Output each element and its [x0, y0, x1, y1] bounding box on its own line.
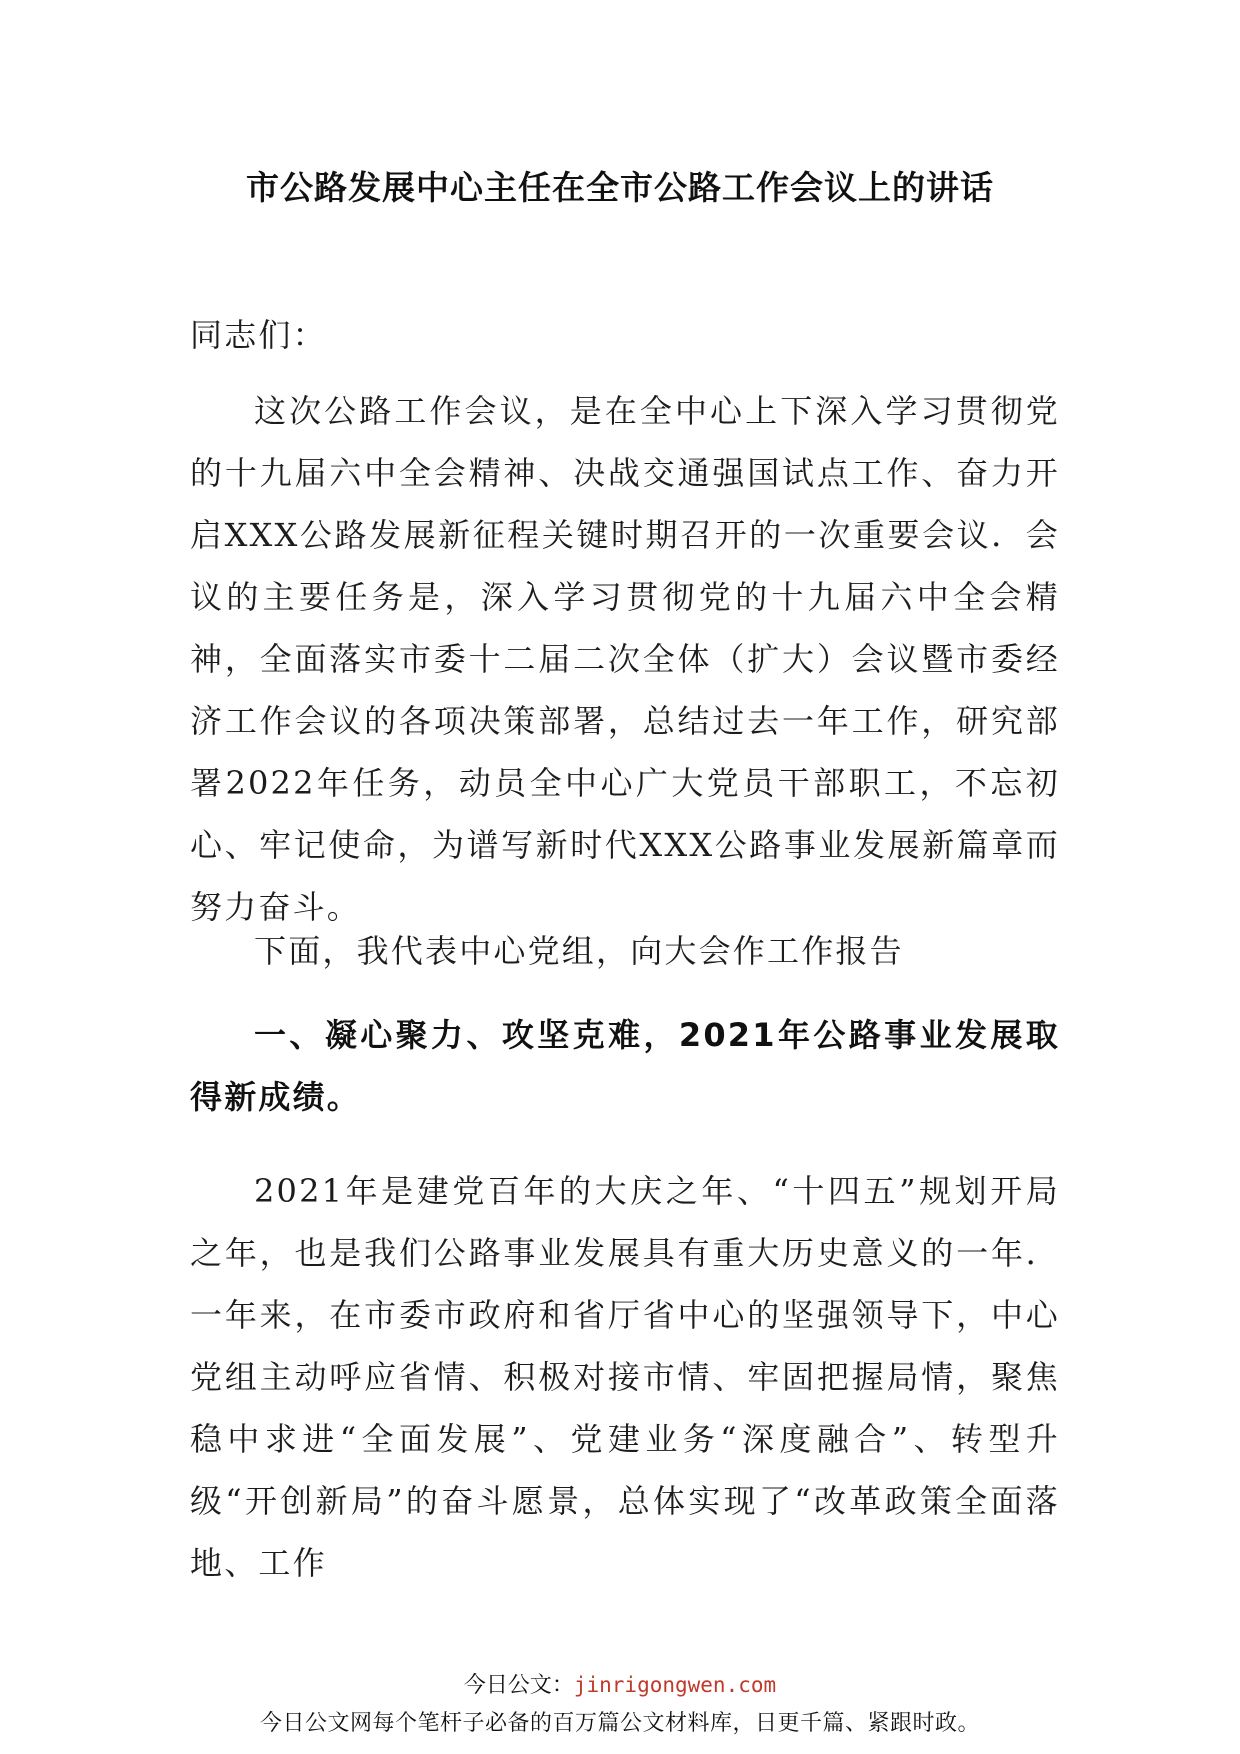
footer-slogan: 今日公文网每个笔杆子必备的百万篇公文材料库，日更千篇、紧跟时政。	[259, 1711, 980, 1736]
salutation: 同志们：	[190, 316, 327, 354]
paragraph-report-intro: 下面，我代表中心党组，向大会作工作报告	[254, 932, 904, 970]
footer-site-label: 今日公文：	[463, 1673, 574, 1698]
footer-site-url[interactable]: jinrigongwen.com	[573, 1673, 777, 1697]
paragraph-intro: 这次公路工作会议，是在全中心上下深入学习贯彻党的十九届六中全会精神、决战交通强国试点工作、奋力开启XXX公路发展新征程关键时期召开的一次重要会议．会议的主要任务是，深入学习贯彻党的十九届六中全会精神，全面落实市委十二届二次全体（扩大）会议暨市委经济工作会议的各项决策部署，总结过去一年工作，研究部署2022年任务，动员全中心广大党员干部职工，不忘初心、牢记使命，为谱写新时代XXX公路事业发展新篇章而努力奋斗。	[190, 392, 1060, 926]
section-heading-1: 一、凝心聚力、攻坚克难，2021年公路事业发展取得新成绩。	[190, 1016, 1060, 1116]
paragraph-2021-review: 2021年是建党百年的大庆之年、“十四五”规划开局之年，也是我们公路事业发展具有重大历史意义的一年．一年来，在市委市政府和省厅省中心的坚强领导下，中心党组主动呼应省情、积极对接市情、牢固把握局情，聚焦稳中求进“全面发展”、党建业务“深度融合”、转型升级“开创新局”的奋斗愿景，总体实现了“改革政策全面落地、工作	[190, 1172, 1060, 1582]
footer-site-line	[0, 1668, 1240, 1699]
document-title: 市公路发展中心主任在全市公路工作会议上的讲话	[246, 168, 994, 207]
